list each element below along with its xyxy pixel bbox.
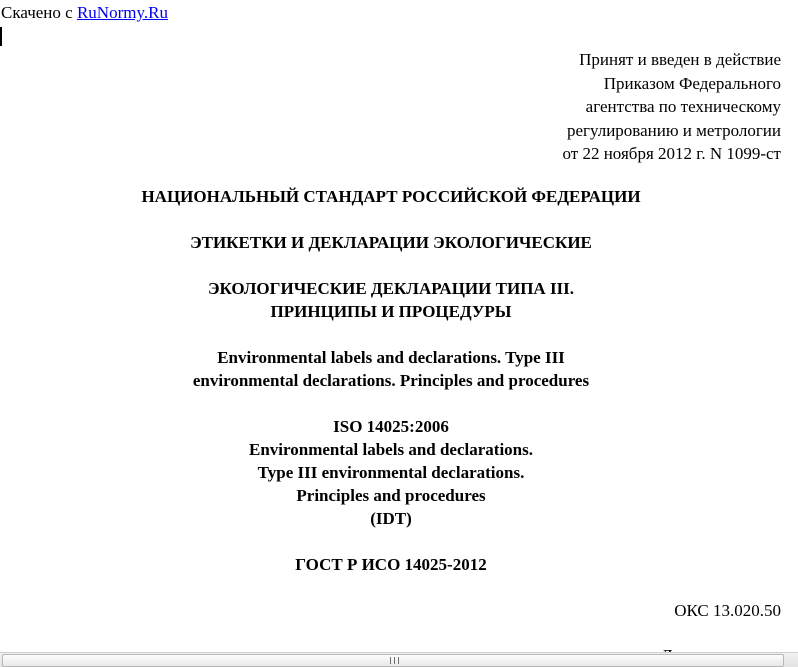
english-title: Environmental labels and declarations. Type III environmental declarations. Principles and procedures bbox=[192, 348, 590, 390]
adoption-line: агентства по техническому bbox=[585, 97, 781, 116]
runormy-link[interactable]: RuNormy.Ru bbox=[76, 3, 168, 22]
oks-code: ОКС 13.020.50 bbox=[674, 601, 781, 620]
partial-text bbox=[661, 645, 701, 652]
adoption-line: от 22 ноября 2012 г. N 1099-ст bbox=[562, 144, 781, 163]
adoption-line: Приказом Федерального bbox=[603, 73, 781, 93]
subtitle-heading: ЭКОЛОГИЧЕСКИЕ ДЕКЛАРАЦИИ ТИПА III. ПРИНЦИПЫ И ПРОЦЕДУРЫ bbox=[207, 279, 575, 321]
source-line bbox=[1, 3, 168, 23]
adoption-line: Принят и введен в действие bbox=[579, 50, 781, 69]
gost-designation: ГОСТ Р ИСО 14025-2012 bbox=[295, 555, 487, 574]
adoption-block bbox=[563, 48, 782, 166]
horizontal-scrollbar[interactable] bbox=[0, 652, 798, 667]
iso-reference: ISO 14025:2006 Environmental labels and declarations. Type III environmental declarations. Principles and procedures (IDT) bbox=[0, 415, 782, 530]
title-heading: ЭТИКЕТКИ И ДЕКЛАРАЦИИ ЭКОЛОГИЧЕСКИЕ bbox=[190, 233, 592, 252]
iso-equivalence: (IDT) bbox=[370, 509, 412, 528]
grip-icon bbox=[390, 657, 399, 664]
national-standard-heading: НАЦИОНАЛЬНЫЙ СТАНДАРТ РОССИЙСКОЙ ФЕДЕРАЦИИ bbox=[141, 187, 641, 206]
text-cursor bbox=[0, 27, 2, 46]
scrollbar-thumb[interactable] bbox=[2, 654, 784, 667]
iso-code: ISO 14025:2006 bbox=[333, 417, 449, 436]
adoption-line: регулированию и метрологии bbox=[566, 120, 781, 140]
source-prefix: Скачено с bbox=[1, 3, 77, 22]
